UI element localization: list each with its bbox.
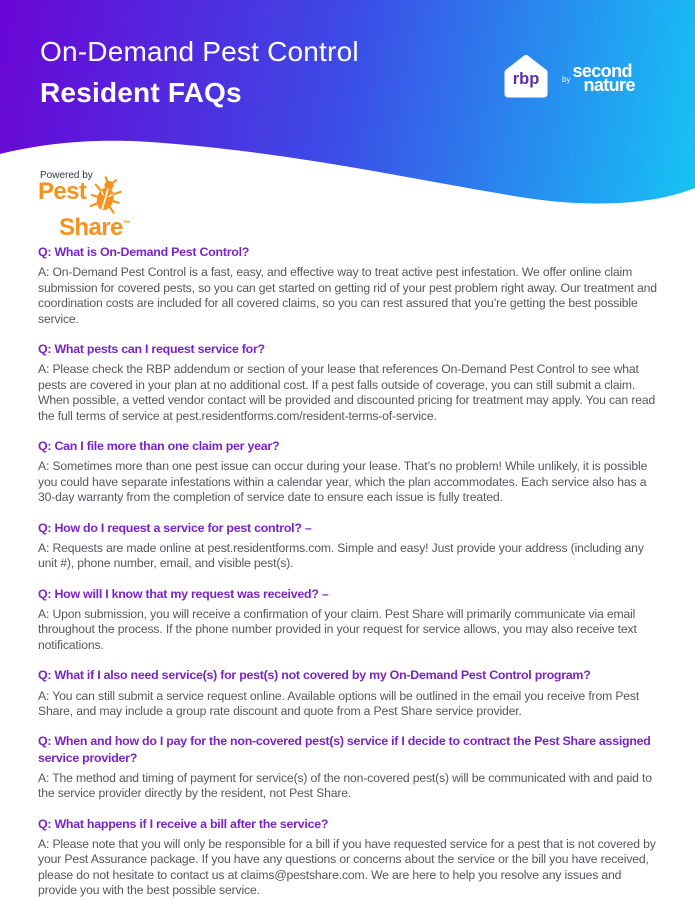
faq-item (38, 586, 662, 654)
faq-item (38, 520, 662, 572)
rbp-second-nature-logo (497, 49, 635, 107)
page-title: On-Demand Pest Control (40, 36, 359, 67)
second-nature-wordmark (572, 60, 635, 95)
trademark-symbol: ™ (122, 219, 131, 228)
faq-answer: A: Sometimes more than one pest issue can occur during your lease. That’s no problem! While unlikely, it is possible you could have separate infestations within a calendar year, which the plan accommodates. Each service also has a 30-day warranty from the completion of service date to ensure each issue is fully treated. (38, 459, 648, 505)
powered-by-label: Powered by (40, 170, 93, 181)
second-nature-logo (562, 60, 635, 95)
faq-item (38, 733, 662, 801)
beetle-icon (90, 176, 122, 216)
faq-question: Q: What if I also need service(s) for pest(s) not covered by my On-Demand Pest Control program? (38, 668, 591, 683)
faq-answer: A: On-Demand Pest Control is a fast, easy, and effective way to treat active pest infestation. We offer online claim submission for covered pests, so you can get started on getting rid of your pest problem right away. Our treatment and coordination costs are included for all covered claims, so you can rest assured that you’re getting the best possible service. (38, 265, 657, 326)
faq-answer: A: Requests are made online at pest.residentforms.com. Simple and easy! Just provide your address (including any unit #), phone number, email, and visible pest(s). (38, 540, 644, 571)
faq-answer: A: Please check the RBP addendum or section of your lease that references On-Demand Pest Control to see what pests are covered in your plan at no additional cost. If a pest falls outside of coverage, you can still submit a claim. When possible, a vetted vendor contact will be provided and discounted pricing for treatment may apply. You can read the full terms of service at pest.residentforms.com/resident-terms-of-service. (38, 362, 656, 423)
faq-list (38, 244, 662, 899)
faq-answer: A: The method and timing of payment for service(s) of the non-covered pest(s) will be communicated with and paid to the service provider directly by the resident, not Pest Share. (38, 770, 652, 801)
rbp-logo (497, 49, 555, 107)
faq-question: Q: What is On-Demand Pest Control? (38, 245, 250, 259)
pestshare-share-text: Share (59, 214, 123, 241)
header-titles (40, 36, 359, 109)
page-subtitle: Resident FAQs (40, 77, 242, 108)
second-nature-word1: second (572, 60, 632, 81)
second-nature-word2: nature (583, 75, 635, 95)
by-label: by (562, 74, 571, 84)
faq-item (38, 341, 662, 424)
faq-item (38, 816, 662, 899)
faq-answer: A: Upon submission, you will receive a confirmation of your claim. Pest Share will primarily communicate via email throughout the process. If the phone number provided in your request for service allows, you may also receive text notifications. (38, 606, 637, 652)
faq-answer: A: You can still submit a service request online. Available options will be outlined in the email you receive from Pest Share, and may include a group rate discount and quote from a Pest Share service provider. (38, 688, 640, 718)
faq-question: Q: What pests can I request service for? (38, 342, 265, 357)
faq-item (38, 667, 662, 719)
faq-question: Q: Can I file more than one claim per year? (38, 439, 280, 454)
faq-item (38, 438, 662, 506)
faq-question: Q: When and how do I pay for the non-covered pest(s) service if I decide to contract the Pest Share assigned service provider? (38, 734, 651, 765)
rbp-logo-text: rbp (512, 70, 540, 88)
faq-item (38, 244, 662, 327)
faq-question: Q: What happens if I receive a bill after the service? (38, 816, 329, 831)
faq-question: Q: How do I request a service for pest control? – (38, 520, 312, 535)
pestshare-word-share (59, 214, 131, 241)
rbp-house-icon (497, 49, 555, 107)
faq-question: Q: How will I know that my request was received? – (38, 586, 329, 601)
pestshare-word-pest: Pest (38, 178, 87, 205)
pestshare-logo (38, 170, 131, 241)
faq-answer: A: Please note that you will only be responsible for a bill if you have requested service for a pest that is not covered by your Pest Assurance package. If you have any questions or concerns about the service or the bill you have received, please do not hesitate to contact us at claims@pestshare.com. We are here to help you resolve any issues and provide you with the best possible service. (38, 836, 656, 898)
